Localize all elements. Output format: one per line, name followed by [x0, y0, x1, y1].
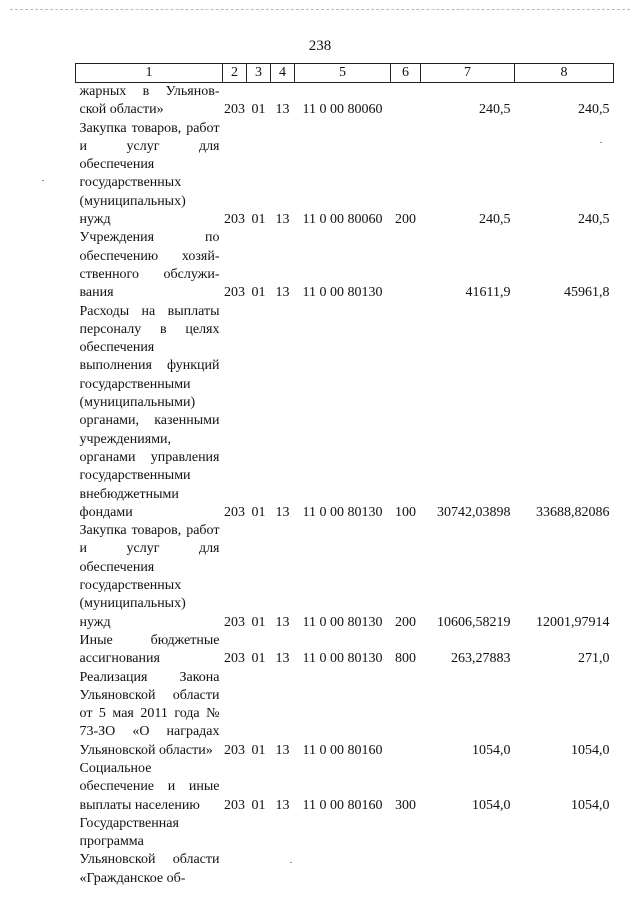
scan-edge-mark [10, 9, 630, 11]
cell-code-section: 01 [251, 651, 266, 667]
column-header: 2 [223, 64, 247, 83]
cell-code-admin: 203 [224, 102, 245, 118]
column-header: 5 [295, 64, 391, 83]
cell-code-subsection: 13 [275, 614, 290, 630]
cell-code-target-article [295, 815, 391, 888]
cell-code-subsection: 13 [275, 285, 290, 301]
cell-amount-year-1: 30742,03898 [437, 504, 511, 520]
cell-code-expense-type: 100 [395, 504, 416, 520]
cell-code-expense-type [391, 815, 421, 888]
cell-amount-year-1: 1054,0 [472, 742, 511, 758]
cell-code-admin [223, 815, 247, 888]
cell-code-target-article: 11 0 00 80160 [302, 797, 383, 813]
cell-code-expense-type: 800 [395, 651, 416, 667]
table-row [76, 83, 614, 120]
cell-code-expense-type: 300 [395, 797, 416, 813]
cell-code-admin: 203 [224, 212, 245, 228]
cell-code-expense-type: 200 [395, 614, 416, 630]
table-row [76, 815, 614, 888]
cell-amount-year-2: 12001,97914 [536, 614, 610, 630]
cell-code-expense-type [391, 83, 421, 120]
cell-row-name: Закупка товаров, работ и услуг для обеспечения государственных (муниципальных) нужд [79, 120, 220, 228]
cell-code-admin: 203 [224, 504, 245, 520]
cell-code-subsection: 13 [275, 742, 290, 758]
cell-code-section: 01 [251, 742, 266, 758]
cell-code-admin: 203 [224, 742, 245, 758]
cell-code-target-article: 11 0 00 80060 [302, 212, 383, 228]
column-header: 7 [421, 64, 515, 83]
cell-amount-year-1 [421, 815, 515, 888]
cell-code-expense-type: 200 [395, 212, 416, 228]
cell-code-expense-type [391, 229, 421, 302]
column-header: 1 [76, 64, 223, 83]
cell-amount-year-1: 240,5 [479, 212, 511, 228]
column-header: 8 [515, 64, 614, 83]
cell-amount-year-1: 10606,58219 [437, 614, 511, 630]
cell-code-section: 01 [251, 614, 266, 630]
cell-row-name: Реализация Закона Ульяновской области от 5 мая 2011 года № 73-ЗО «О наградах Ульяновской области» [79, 669, 220, 758]
cell-amount-year-2: 240,5 [578, 212, 610, 228]
cell-row-name: Иные бюджетные ассигнования [79, 632, 220, 667]
column-header: 3 [247, 64, 271, 83]
cell-amount-year-1: 240,5 [479, 102, 511, 118]
cell-amount-year-2: 271,0 [578, 651, 610, 667]
cell-code-admin: 203 [224, 614, 245, 630]
cell-amount-year-2 [515, 815, 614, 888]
cell-code-expense-type [391, 669, 421, 760]
budget-table [75, 63, 613, 888]
cell-code-target-article: 11 0 00 80130 [302, 614, 383, 630]
cell-row-name: Социальное обеспечение и иные выплаты населению [79, 760, 220, 813]
cell-code-section: 01 [251, 285, 266, 301]
cell-amount-year-2: 1054,0 [571, 797, 610, 813]
cell-amount-year-2: 45961,8 [564, 285, 610, 301]
cell-row-name: Учреждения по обеспечению хозяй-ственного обслужи-вания [79, 230, 220, 301]
table-row [76, 229, 614, 302]
table-row [76, 303, 614, 523]
scan-speck [42, 180, 44, 181]
cell-amount-year-1: 1054,0 [472, 797, 511, 813]
cell-code-target-article: 11 0 00 80130 [302, 504, 383, 520]
table-row [76, 632, 614, 669]
cell-code-subsection: 13 [275, 212, 290, 228]
cell-code-target-article: 11 0 00 80130 [302, 285, 383, 301]
cell-amount-year-2: 240,5 [578, 102, 610, 118]
cell-amount-year-2: 33688,82086 [536, 504, 610, 520]
cell-code-subsection [271, 815, 295, 888]
cell-code-subsection: 13 [275, 651, 290, 667]
cell-row-name: Государственная программа Ульяновской области «Гражданское об- [79, 815, 220, 886]
table-header-row [76, 64, 614, 83]
cell-amount-year-2: 1054,0 [571, 742, 610, 758]
cell-code-subsection: 13 [275, 102, 290, 118]
cell-row-name: Расходы на выплаты персоналу в целях обеспечения выполнения функций государственными (муниципальными) органами, казенными учреждениями, органами управления государственными внебюджетными фондами [79, 303, 220, 520]
page-number: 238 [308, 38, 332, 54]
cell-code-section: 01 [251, 102, 266, 118]
cell-code-section: 01 [251, 212, 266, 228]
table-row [76, 760, 614, 815]
cell-amount-year-1: 41611,9 [465, 285, 511, 301]
table-row [76, 120, 614, 230]
cell-code-target-article: 11 0 00 80130 [302, 651, 383, 667]
cell-code-section [247, 815, 271, 888]
cell-code-admin: 203 [224, 651, 245, 667]
cell-code-admin: 203 [224, 285, 245, 301]
cell-code-target-article: 11 0 00 80160 [302, 742, 383, 758]
cell-code-subsection: 13 [275, 797, 290, 813]
table-row [76, 522, 614, 632]
scan-speck [600, 142, 602, 143]
cell-row-name: жарных в Ульянов-ской области» [79, 84, 220, 118]
cell-code-subsection: 13 [275, 504, 290, 520]
cell-row-name: Закупка товаров, работ и услуг для обеспечения государственных (муниципальных) нужд [79, 523, 220, 630]
cell-amount-year-1: 263,27883 [451, 651, 511, 667]
cell-code-admin: 203 [224, 797, 245, 813]
cell-code-target-article: 11 0 00 80060 [302, 102, 383, 118]
column-header: 4 [271, 64, 295, 83]
column-header: 6 [391, 64, 421, 83]
cell-code-section: 01 [251, 797, 266, 813]
scan-speck [290, 862, 292, 863]
table-row [76, 669, 614, 760]
cell-code-section: 01 [251, 504, 266, 520]
